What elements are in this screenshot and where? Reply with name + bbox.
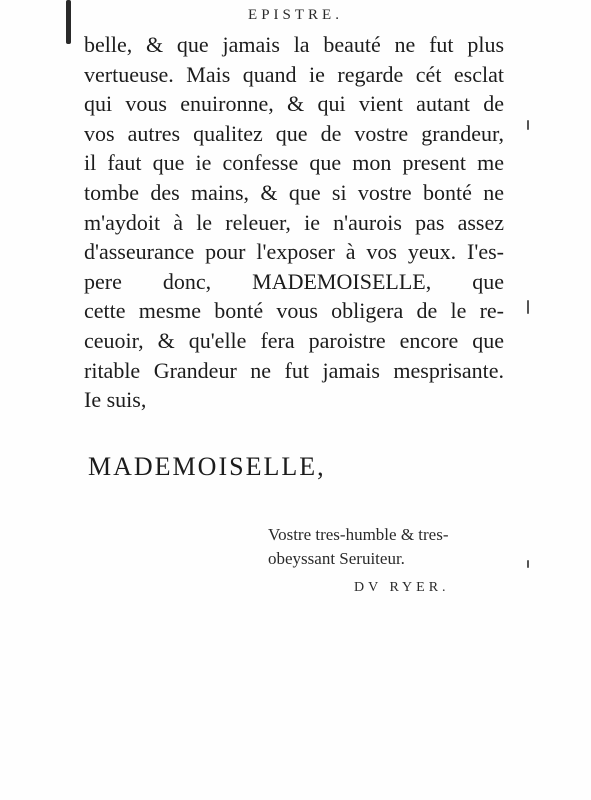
closing-line: obeyssant Seruiteur. — [268, 549, 405, 568]
text-line: tombe des mains, & que si vostre bonté ne — [84, 179, 504, 205]
text-line: cette mesme bonté vous obligera de le re- — [84, 298, 504, 324]
margin-speck — [527, 560, 529, 568]
text-line: d'asseurance pour l'exposer à vos yeux. I'es- — [84, 239, 504, 265]
text-line: ceuoir, & qu'elle fera paroistre encore que — [84, 327, 504, 353]
epistle-body — [84, 30, 504, 415]
closing-line: Vostre tres-humble & tres- — [268, 525, 449, 544]
margin-speck — [527, 120, 529, 130]
margin-speck — [527, 300, 529, 314]
text-line: m'aydoit à le releuer, ie n'aurois pas assez — [84, 209, 504, 235]
text-line: il faut que ie confesse que mon present me — [84, 150, 504, 176]
text-line: vos autres qualitez que de vostre grandeur, — [84, 120, 504, 146]
salutation: MADEMOISELLE, — [88, 452, 326, 481]
text-line: Ie suis, — [84, 387, 147, 413]
closing-formula — [268, 523, 508, 571]
running-title: EPISTRE. — [248, 7, 343, 23]
text-line: vertueuse. Mais quand ie regarde cét esclat — [84, 61, 504, 87]
signature: DV RYER. — [354, 580, 450, 595]
text-line: ritable Grandeur ne fut jamais mesprisante. — [84, 357, 504, 383]
text-line: belle, & que jamais la beauté ne fut plus — [84, 32, 504, 57]
text-line: qui vous enuironne, & qui vient autant de — [84, 91, 504, 117]
text-line: pere donc, MADEMOISELLE, que — [84, 268, 504, 294]
